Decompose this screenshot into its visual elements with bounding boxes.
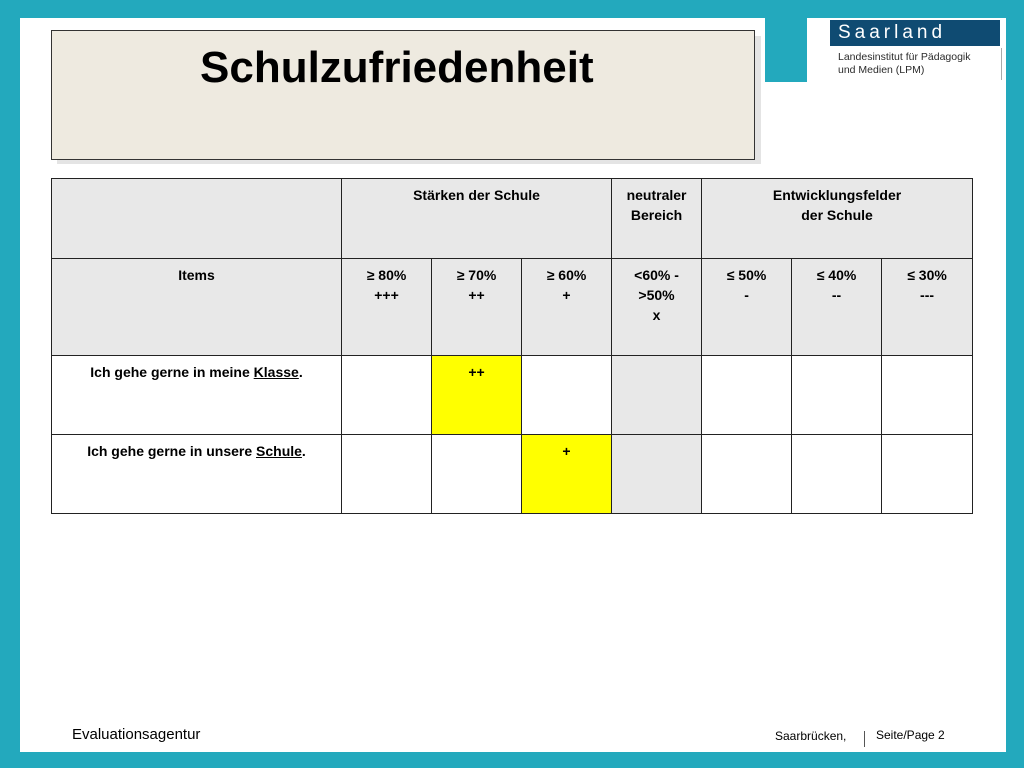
- logo-line-2: und Medien (LPM): [838, 64, 925, 76]
- footer-agency: Evaluationsagentur: [72, 726, 201, 743]
- logo-line-1: Landesinstitut für Pädagogik: [838, 51, 971, 63]
- header-staerken: Stärken der Schule: [342, 179, 612, 259]
- rating-cell: [792, 356, 882, 435]
- rating-cell-marked: ++: [432, 356, 522, 435]
- level-cell: ≥ 60% +: [522, 259, 612, 356]
- logo-name: Saarland: [830, 20, 1000, 46]
- item-text: Ich gehe gerne in unsere Schule.: [52, 435, 342, 514]
- level-header-row: [52, 259, 973, 356]
- footer-city: Saarbrücken,: [775, 729, 847, 743]
- header-neutral: neutraler Bereich: [612, 179, 702, 259]
- level-cell: ≤ 30% ---: [882, 259, 973, 356]
- rating-cell: [702, 435, 792, 514]
- rating-cell: [702, 356, 792, 435]
- rating-cell-marked: +: [522, 435, 612, 514]
- level-cell: ≥ 70% ++: [432, 259, 522, 356]
- rating-cell-neutral: [612, 356, 702, 435]
- header-entwicklung: Entwicklungsfelder der Schule: [702, 179, 973, 259]
- saarland-logo: [828, 18, 1006, 82]
- header-notch: [765, 18, 807, 82]
- logo-institute: [838, 51, 971, 77]
- items-label: Items: [52, 259, 342, 356]
- rating-cell: [882, 435, 973, 514]
- rating-cell: [432, 435, 522, 514]
- footer-page-number: Seite/Page 2: [876, 728, 945, 742]
- table-row: [52, 435, 973, 514]
- title-box: [51, 30, 755, 160]
- level-cell: ≤ 40% --: [792, 259, 882, 356]
- rating-cell: [522, 356, 612, 435]
- table-row: [52, 356, 973, 435]
- page-title: Schulzufriedenheit: [200, 43, 594, 92]
- level-cell: ≤ 50% -: [702, 259, 792, 356]
- level-cell: <60% - >50% x: [612, 259, 702, 356]
- level-cell: ≥ 80% +++: [342, 259, 432, 356]
- evaluation-table: [51, 178, 973, 514]
- rating-cell: [792, 435, 882, 514]
- logo-divider: [1001, 48, 1002, 80]
- group-header-row: [52, 179, 973, 259]
- rating-cell: [342, 356, 432, 435]
- item-text: Ich gehe gerne in meine Klasse.: [52, 356, 342, 435]
- rating-cell: [882, 356, 973, 435]
- rating-cell-neutral: [612, 435, 702, 514]
- corner-cell: [52, 179, 342, 259]
- footer-divider: [864, 731, 865, 747]
- rating-cell: [342, 435, 432, 514]
